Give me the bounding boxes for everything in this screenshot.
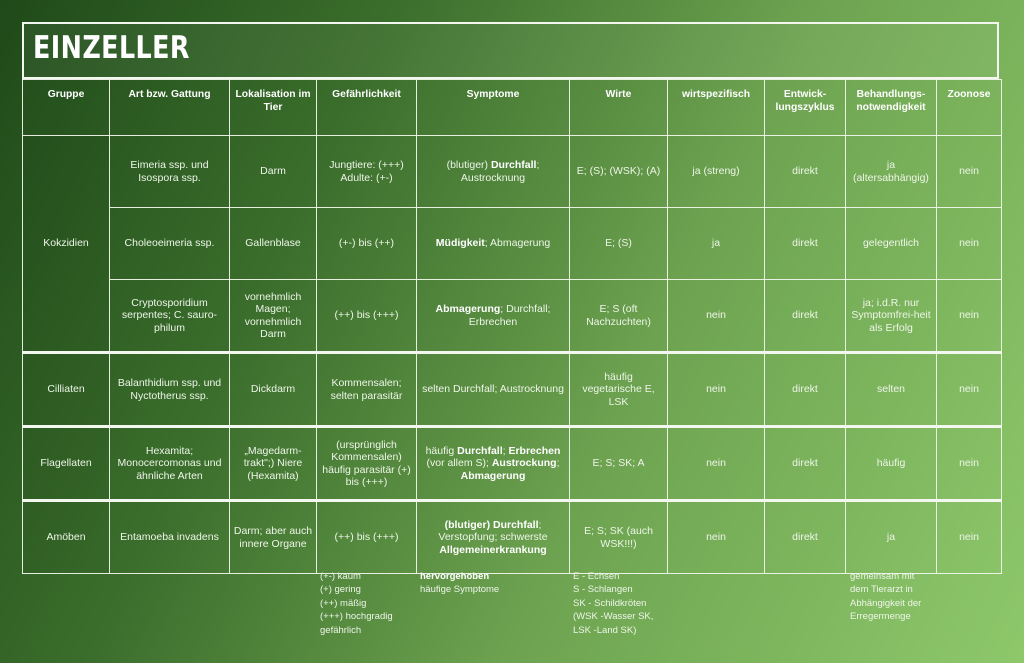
group-cell-kokzidien: Kokzidien xyxy=(23,136,110,353)
header-behandlung: Behandlungs-notwendigkeit xyxy=(846,80,937,136)
legend-line: (+++) hochgradig gefährlich xyxy=(320,611,393,636)
cell-behandlung: selten xyxy=(846,353,937,427)
cell-art: Choleoeimeria ssp. xyxy=(110,208,230,280)
header-zoonose: Zoonose xyxy=(937,80,1002,136)
cell-lokalisation: Gallenblase xyxy=(230,208,317,280)
legend-line: hervorgehoben xyxy=(420,571,490,582)
cell-zoonose: nein xyxy=(937,208,1002,280)
cell-wirte: E; S (oft Nachzuchten) xyxy=(570,280,668,353)
cell-wirtspezifisch: nein xyxy=(668,353,765,427)
table-row xyxy=(23,136,1002,208)
legend-line: S - Schlangen xyxy=(573,584,633,596)
legend-line: Abhängigkeit der xyxy=(850,597,922,609)
title-box xyxy=(22,22,999,79)
cell-wirtspezifisch: nein xyxy=(668,427,765,501)
group-cell-cilliaten: Cilliaten xyxy=(23,353,110,427)
cell-zoonose: nein xyxy=(937,353,1002,427)
header-wirte: Wirte xyxy=(570,80,668,136)
cell-art: Balanthidium ssp. und Nyctotherus ssp. xyxy=(110,353,230,427)
header-gruppe: Gruppe xyxy=(23,80,110,136)
cell-wirte: E; (S) xyxy=(570,208,668,280)
cell-entwicklungszyklus: direkt xyxy=(765,280,846,353)
cell-behandlung: ja xyxy=(846,501,937,574)
cell-wirtspezifisch: nein xyxy=(668,280,765,353)
cell-lokalisation: Darm; aber auch innere Organe xyxy=(230,501,317,574)
cell-wirte: E; S; SK; A xyxy=(570,427,668,501)
legend-line: gemeinsam mit xyxy=(850,571,915,582)
header-lokalisation: Lokalisation im Tier xyxy=(230,80,317,136)
cell-behandlung: gelegentlich xyxy=(846,208,937,280)
cell-zoonose: nein xyxy=(937,136,1002,208)
legend-line: (++) mäßig xyxy=(320,597,367,609)
cell-wirtspezifisch: ja xyxy=(668,208,765,280)
cell-symptome: (blutiger) Durchfall; Verstopfung; schwerste Allgemeinerkrankung xyxy=(417,501,570,574)
cell-gefaehrlichkeit: (++) bis (+++) xyxy=(317,280,417,353)
cell-symptome: häufig Durchfall; Erbrechen (vor allem S); Austrockung; Abmagerung xyxy=(417,427,570,501)
cell-gefaehrlichkeit: Jungtiere: (+++) Adulte: (+-) xyxy=(317,136,417,208)
legend-symptome xyxy=(420,570,499,597)
group-cell-amoeben: Amöben xyxy=(23,501,110,574)
header-symptome: Symptome xyxy=(417,80,570,136)
cell-entwicklungszyklus: direkt xyxy=(765,353,846,427)
cell-gefaehrlichkeit: (ursprünglich Kommensalen) häufig parasitär (+) bis (+++) xyxy=(317,427,417,501)
cell-zoonose: nein xyxy=(937,501,1002,574)
table-row xyxy=(23,280,1002,353)
cell-wirtspezifisch: ja (streng) xyxy=(668,136,765,208)
legend-line: (WSK -Wasser SK, xyxy=(573,611,654,623)
legend-behandlung xyxy=(850,570,921,624)
cell-behandlung: häufig xyxy=(846,427,937,501)
cell-gefaehrlichkeit: (++) bis (+++) xyxy=(317,501,417,574)
legend-line: SK - Schildkröten xyxy=(573,597,647,609)
cell-art: Cryptosporidium serpentes; C. sauro-philum xyxy=(110,280,230,353)
cell-wirte: häufig vegetarische E, LSK xyxy=(570,353,668,427)
cell-lokalisation: Darm xyxy=(230,136,317,208)
cell-lokalisation: vornehmlich Magen; vornehmlich Darm xyxy=(230,280,317,353)
cell-behandlung: ja; i.d.R. nur Symptomfrei-heit als Erfolg xyxy=(846,280,937,353)
cell-gefaehrlichkeit: (+-) bis (++) xyxy=(317,208,417,280)
cell-symptome: (blutiger) Durchfall; Austrocknung xyxy=(417,136,570,208)
cell-art: Hexamita; Monocercomonas und ähnliche Arten xyxy=(110,427,230,501)
legend-line: E - Echsen xyxy=(573,571,620,582)
table-row xyxy=(23,353,1002,427)
legend-line: Erregermenge xyxy=(850,611,911,623)
legend-wirte xyxy=(573,570,653,637)
header-gefaehrlichkeit: Gefährlichkeit xyxy=(317,80,417,136)
cell-symptome: Abmagerung; Durchfall; Erbrechen xyxy=(417,280,570,353)
legend-line: (+-) kaum xyxy=(320,571,361,582)
cell-behandlung: ja (altersabhängig) xyxy=(846,136,937,208)
legend-line: häufige Symptome xyxy=(420,584,500,596)
header-entwicklungszyklus: Entwick-lungszyklus xyxy=(765,80,846,136)
legend-line: LSK -Land SK) xyxy=(573,624,637,636)
group-cell-flagellaten: Flagellaten xyxy=(23,427,110,501)
cell-lokalisation: Dickdarm xyxy=(230,353,317,427)
cell-entwicklungszyklus: direkt xyxy=(765,501,846,574)
cell-zoonose: nein xyxy=(937,280,1002,353)
cell-entwicklungszyklus: direkt xyxy=(765,427,846,501)
parasite-table xyxy=(22,79,1002,574)
legend-line: (+) gering xyxy=(320,584,361,596)
cell-wirtspezifisch: nein xyxy=(668,501,765,574)
header-row xyxy=(23,80,1002,136)
cell-wirte: E; S; SK (auch WSK!!!) xyxy=(570,501,668,574)
cell-wirte: E; (S); (WSK); (A) xyxy=(570,136,668,208)
cell-entwicklungszyklus: direkt xyxy=(765,208,846,280)
cell-entwicklungszyklus: direkt xyxy=(765,136,846,208)
page-title: EINZELLER xyxy=(33,30,190,66)
cell-symptome: selten Durchfall; Austrocknung xyxy=(417,353,570,427)
legend-gefaehrlichkeit xyxy=(320,570,412,637)
legend-line: dem Tierarzt in xyxy=(850,584,913,596)
table-row xyxy=(23,501,1002,574)
cell-symptome: Müdigkeit; Abmagerung xyxy=(417,208,570,280)
cell-zoonose: nein xyxy=(937,427,1002,501)
cell-lokalisation: „Magedarm-trakt";) Niere (Hexamita) xyxy=(230,427,317,501)
header-art: Art bzw. Gattung xyxy=(110,80,230,136)
cell-art: Entamoeba invadens xyxy=(110,501,230,574)
cell-art: Eimeria ssp. und Isospora ssp. xyxy=(110,136,230,208)
table-row xyxy=(23,427,1002,501)
header-wirtspezifisch: wirtspezifisch xyxy=(668,80,765,136)
table-row xyxy=(23,208,1002,280)
cell-gefaehrlichkeit: Kommensalen; selten parasitär xyxy=(317,353,417,427)
